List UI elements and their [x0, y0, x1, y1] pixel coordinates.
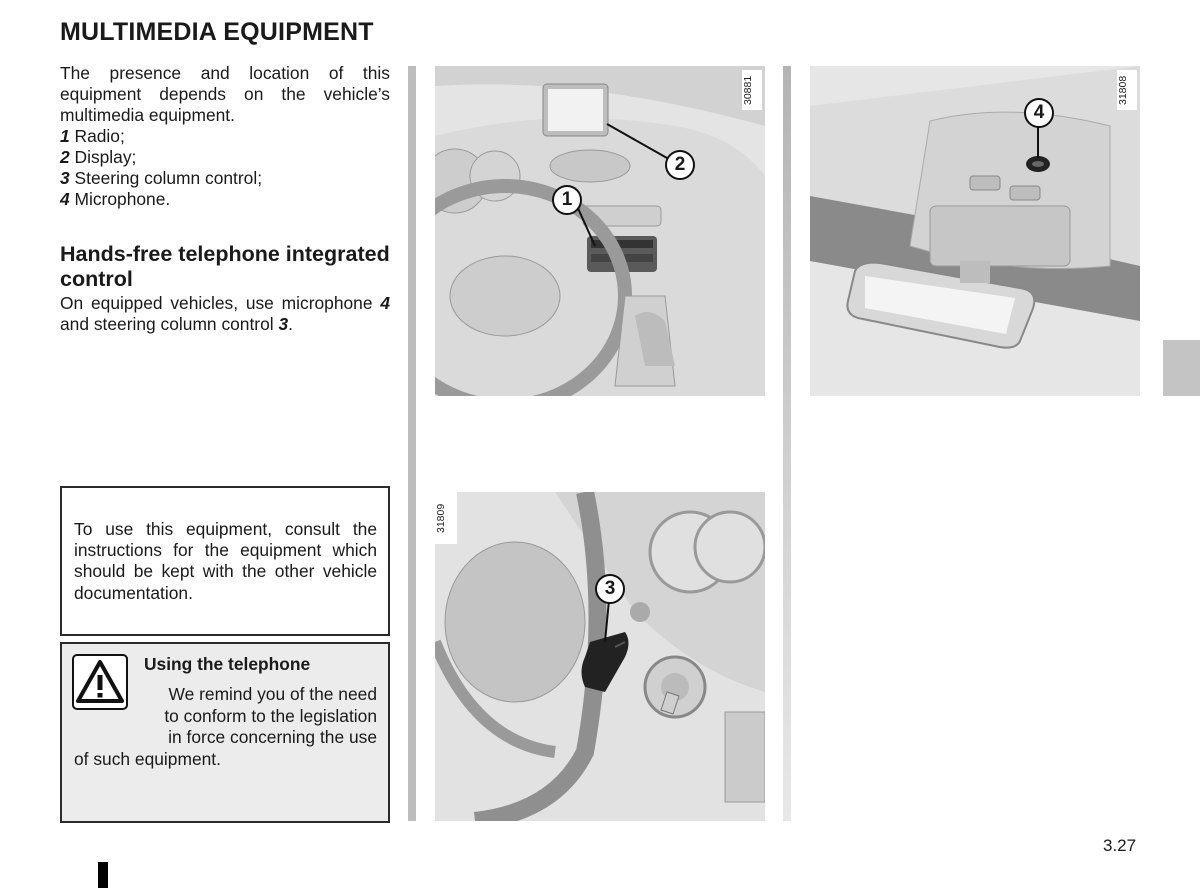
intro-text: The presence and location of this equipment depends on the vehicle’s multimedia equipment.: [60, 63, 390, 125]
section-tab: [1163, 340, 1200, 396]
section-heading: Hands-free telephone integrated control: [60, 242, 390, 291]
page-title: MULTIMEDIA EQUIPMENT: [60, 18, 374, 46]
callout-3: 3: [595, 574, 625, 604]
figure-reference: 31808: [1117, 70, 1137, 110]
warning-title: Using the telephone: [144, 654, 311, 674]
handsfree-text: On equipped vehicles, use microphone 4 and steering column control 3.: [60, 293, 390, 334]
ceiling-figure: [810, 66, 1140, 396]
figure-reference: 31809: [435, 492, 457, 544]
intro-section: [60, 63, 390, 210]
list-item: 4 Microphone.: [60, 189, 171, 209]
steering-figure: [435, 492, 765, 821]
dashboard-figure: [435, 66, 765, 396]
page-number: 3.27: [1103, 836, 1137, 855]
callout-1: 1: [552, 185, 582, 215]
figure-reference: 30881: [742, 70, 762, 110]
list-item: 1 Radio;: [60, 126, 125, 146]
column-divider: [408, 66, 416, 821]
info-box: [60, 486, 390, 636]
warning-text: We remind you of the need to conform to the legislation in force concerning the use of such equipment.: [74, 684, 377, 769]
info-box-text: To use this equipment, consult the instructions for the equipment which should be kept with the other vehicle documentation.: [74, 519, 377, 603]
list-item: 2 Display;: [60, 147, 137, 167]
callout-4: 4: [1024, 98, 1054, 128]
list-item: 3 Steering column control;: [60, 168, 263, 188]
warning-box: [60, 642, 390, 823]
footer-mark: [98, 862, 108, 888]
column-divider: [783, 66, 791, 821]
callout-2: 2: [665, 150, 695, 180]
